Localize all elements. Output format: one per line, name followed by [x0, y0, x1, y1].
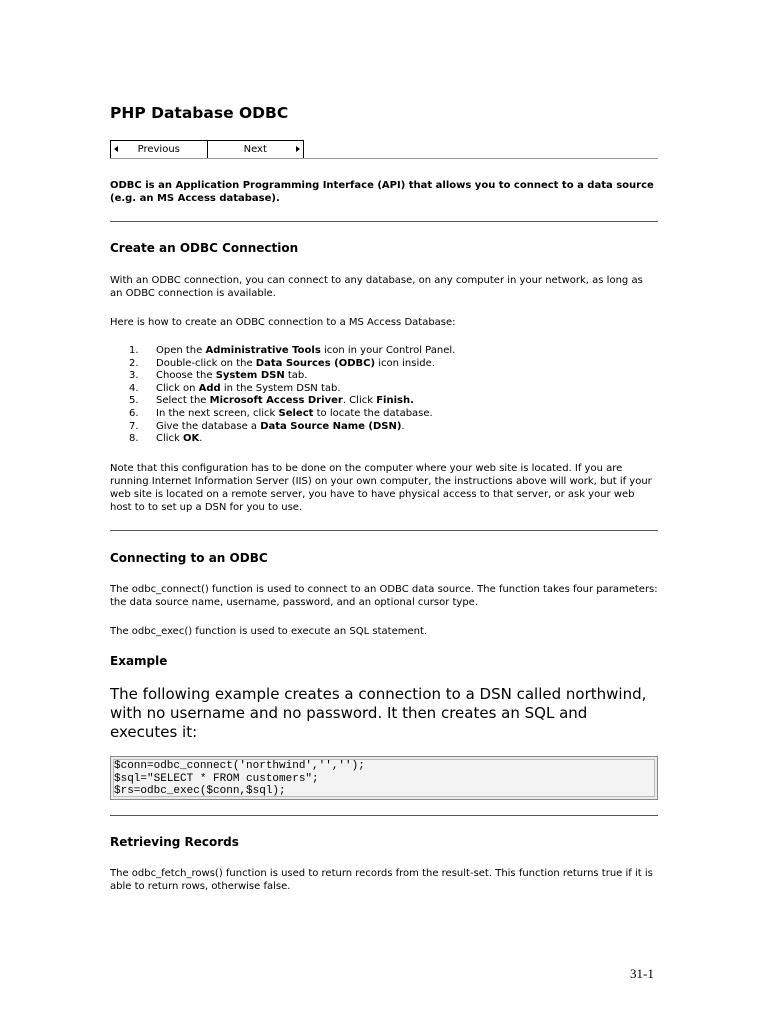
- arrow-right-icon: [296, 146, 300, 152]
- previous-button[interactable]: [111, 141, 207, 158]
- next-button[interactable]: [207, 141, 304, 158]
- list-item-number: 3.: [129, 370, 139, 382]
- list-item: [110, 358, 455, 371]
- prev-next-nav: [110, 140, 304, 159]
- list-item-text: Open the: [156, 345, 206, 356]
- paragraph: The odbc_connect() function is used to connect to an ODBC data source. The function takes four parameters: the data source name, username, password, and an optional cursor type.: [110, 584, 658, 608]
- section-heading-connecting: Connecting to an ODBC: [110, 551, 268, 565]
- list-item: [110, 383, 455, 396]
- list-item: [110, 345, 455, 358]
- list-item-text: Click: [156, 433, 184, 445]
- list-item-text: Choose the: [156, 370, 216, 382]
- list-item-number: 7.: [129, 420, 139, 432]
- list-item-text: in the System DSN tab.: [220, 382, 341, 394]
- list-item-emphasis: System DSN: [215, 370, 285, 382]
- divider: [110, 815, 658, 816]
- list-item: [110, 408, 455, 421]
- paragraph: Here is how to create an ODBC connection to a MS Access Database:: [110, 317, 456, 328]
- divider: [110, 530, 658, 531]
- list-item-emphasis: Microsoft Access Driver: [209, 395, 343, 407]
- code-line: $conn=odbc_connect('northwind','','');: [114, 760, 365, 772]
- paragraph: The odbc_fetch_rows() function is used to return records from the result-set. This function returns true if it is able to return rows, otherwise false.: [110, 868, 653, 892]
- arrow-left-icon: [114, 146, 118, 152]
- list-item-number: 4.: [129, 382, 139, 394]
- paragraph: The odbc_exec() function is used to execute an SQL statement.: [110, 626, 428, 637]
- list-item: [110, 421, 455, 434]
- example-heading: Example: [110, 654, 168, 668]
- example-text: The following example creates a connection to a DSN called northwind, with no username and no password. It then creates an SQL and executes it:: [110, 685, 647, 741]
- paragraph: With an ODBC connection, you can connect to any database, on any computer in your network, as long as an ODBC connection is available.: [110, 275, 643, 299]
- list-item-text: Select the: [156, 395, 210, 407]
- list-item-number: 2.: [129, 357, 139, 369]
- steps-list: [110, 345, 455, 446]
- page-number: 31-1: [630, 966, 654, 981]
- list-item-text: icon in your Control Panel.: [320, 345, 456, 356]
- list-item-emphasis: Administrative Tools: [205, 345, 321, 356]
- list-item-number: 5.: [129, 395, 139, 407]
- intro-text: ODBC is an Application Programming Interface (API) that allows you to connect to a data source (e.g. an MS Access database).: [110, 180, 654, 204]
- list-item-text: Click on: [156, 382, 199, 394]
- list-item-number: 6.: [129, 407, 139, 419]
- list-item-number: 1.: [129, 345, 139, 356]
- list-item-emphasis: Finish.: [376, 395, 414, 407]
- code-block: [110, 756, 658, 800]
- list-item-emphasis: OK: [183, 433, 200, 445]
- previous-label: Previous: [137, 144, 180, 155]
- list-item: [110, 370, 455, 383]
- list-item: [110, 395, 455, 408]
- list-item-emphasis: Add: [198, 382, 221, 394]
- list-item-text: Give the database a: [156, 420, 261, 432]
- page-title: PHP Database ODBC: [110, 104, 289, 122]
- section-heading-create-connection: Create an ODBC Connection: [110, 241, 299, 255]
- divider: [110, 221, 658, 222]
- list-item-emphasis: Select: [278, 407, 314, 419]
- list-item-emphasis: Data Sources (ODBC): [255, 357, 376, 369]
- list-item-text: .: [199, 433, 203, 445]
- list-item-text: icon inside.: [375, 357, 435, 369]
- list-item-text: to locate the database.: [313, 407, 433, 419]
- list-item-text: In the next screen, click: [156, 407, 279, 419]
- list-item-emphasis: Data Source Name (DSN): [260, 420, 402, 432]
- code-block-inner: [113, 759, 655, 797]
- list-item-text: .: [401, 420, 405, 432]
- code-line: $sql="SELECT * FROM customers";: [114, 772, 319, 785]
- list-item-text: tab.: [284, 370, 308, 382]
- next-label: Next: [243, 144, 267, 155]
- paragraph-note: Note that this configuration has to be done on the computer where your web site is located. If you are running Internet Information Server (IIS) on your own computer, the instructions above will work, but if your web site is located on a remote server, you have to have physical access to that server, or ask your web host to to set up a DSN for you to use.: [110, 463, 652, 513]
- list-item: [110, 433, 455, 446]
- divider: [110, 158, 658, 159]
- list-item-text: . Click: [342, 395, 377, 407]
- list-item-text: Double-click on the: [156, 357, 256, 369]
- code-line: $rs=odbc_exec($conn,$sql);: [114, 785, 286, 797]
- list-item-number: 8.: [129, 433, 139, 445]
- section-heading-retrieving-records: Retrieving Records: [110, 835, 239, 849]
